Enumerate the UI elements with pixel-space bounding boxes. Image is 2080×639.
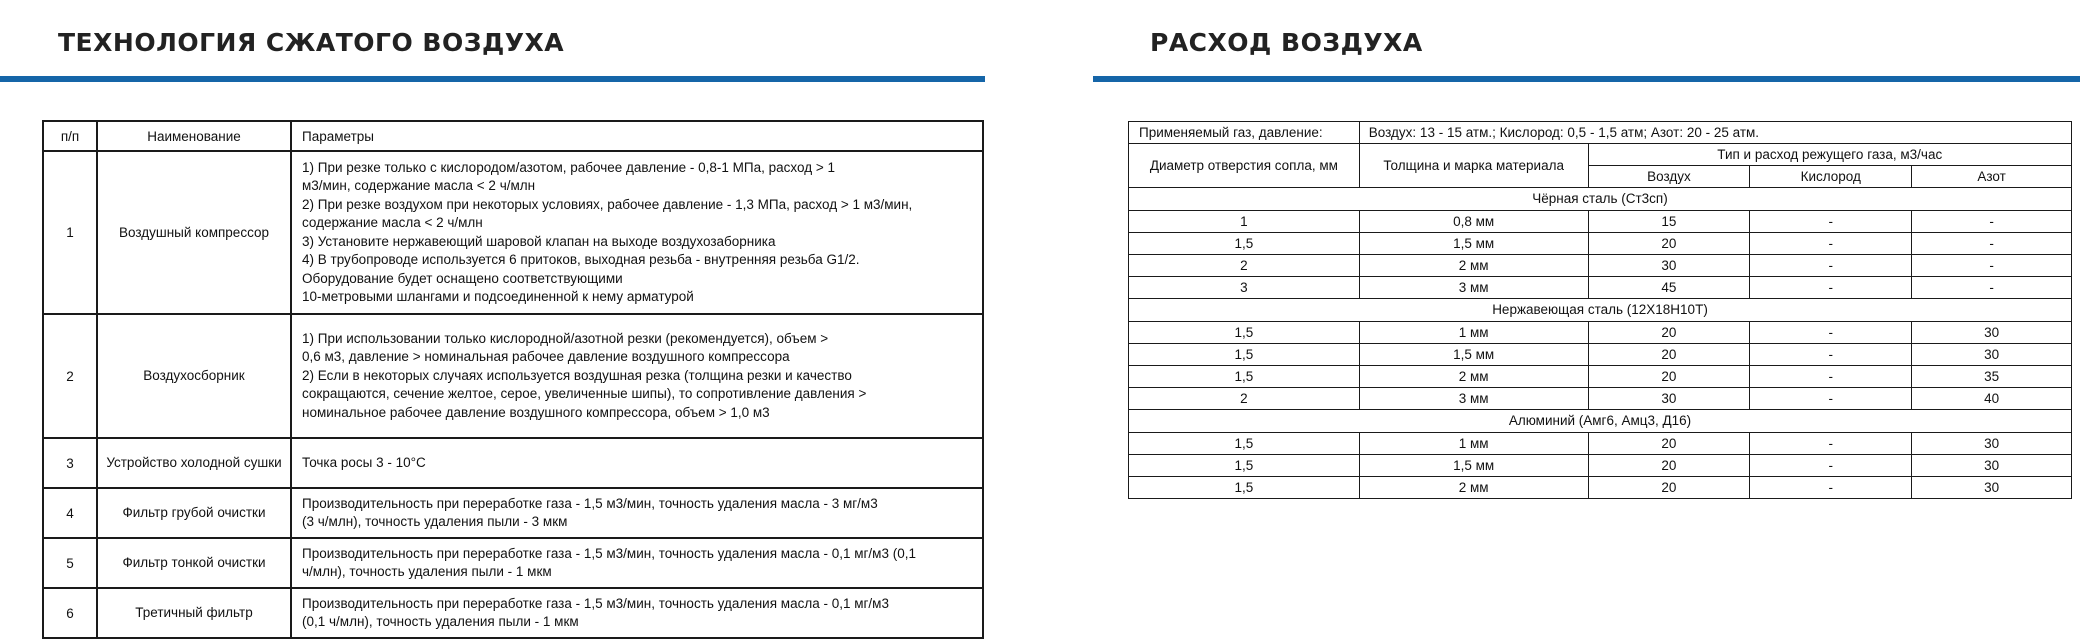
nozzle-diameter-cell: 1,5 [1129,322,1360,344]
table-row [1129,255,2072,277]
material-thickness-cell: 1 мм [1359,322,1588,344]
column-header-air: Воздух [1588,166,1750,188]
equipment-parameters [291,588,983,638]
parameter-line: сокращаются, сечение желтое, серое, увеличенные шипы), то сопротивление давления > [302,386,867,402]
compressed-air-equipment-table [42,120,984,639]
page-title-compressed-air: ТЕХНОЛОГИЯ СЖАТОГО ВОЗДУХА [58,28,565,57]
equipment-parameters [291,151,983,314]
material-section-row [1129,299,2072,322]
table-row [43,488,983,538]
nitrogen-consumption-cell: - [1912,233,2072,255]
table-row [43,588,983,638]
column-header-material-thickness: Толщина и марка материала [1359,144,1588,188]
nozzle-diameter-cell: 1,5 [1129,344,1360,366]
air-consumption-cell: 20 [1588,366,1750,388]
parameter-line: 10-метровыми шлангами и подсоединенной к нему арматурой [302,289,694,304]
equipment-name: Фильтр тонкой очистки [97,538,291,588]
equipment-name: Воздухосборник [97,314,291,438]
parameter-line: Производительность при переработке газа - 1,5 м3/мин, точность удаления масла - 0,1 мг/м3 (0,1 [302,545,916,561]
material-section-title: Алюминий (Амг6, Амц3, Д16) [1129,410,2072,433]
column-header-nitrogen: Азот [1912,166,2072,188]
nitrogen-consumption-cell: - [1912,255,2072,277]
air-consumption-cell: 20 [1588,344,1750,366]
material-thickness-cell: 1 мм [1359,433,1588,455]
parameter-line: м3/мин, содержание масла < 2 ч/млн [302,178,536,193]
table-row [1129,477,2072,499]
parameter-line: Оборудование будет оснащено соответствующими [302,270,623,286]
row-number: 4 [43,488,97,538]
nozzle-diameter-cell: 1,5 [1129,477,1360,499]
row-number: 5 [43,538,97,588]
table-row [1129,233,2072,255]
table-header-row [43,121,983,151]
table-row [1129,433,2072,455]
material-thickness-cell: 1,5 мм [1359,233,1588,255]
oxygen-consumption-cell: - [1750,211,1912,233]
row-number: 3 [43,438,97,488]
parameter-line: Производительность при переработке газа - 1,5 м3/мин, точность удаления масла - 0,1 мг/м3 [302,595,889,611]
table-row [1129,211,2072,233]
air-consumption-cell: 30 [1588,388,1750,410]
equipment-parameters [291,488,983,538]
material-section-title: Нержавеющая сталь (12Х18Н10Т) [1129,299,2072,322]
oxygen-consumption-cell: - [1750,477,1912,499]
page-title-air-consumption: РАСХОД ВОЗДУХА [1150,28,1423,57]
title-underline-right [1093,76,2080,82]
gas-pressure-value: Воздух: 13 - 15 атм.; Кислород: 0,5 - 1,5 атм; Азот: 20 - 25 атм. [1359,122,2071,144]
oxygen-consumption-cell: - [1750,233,1912,255]
table-row [1129,322,2072,344]
nozzle-diameter-cell: 3 [1129,277,1360,299]
column-header-number: п/п [43,121,97,151]
material-thickness-cell: 1,5 мм [1359,344,1588,366]
parameter-line: номинальное рабочее давление воздушного компрессора, объем > 1,0 м3 [302,404,770,420]
nozzle-diameter-cell: 1,5 [1129,433,1360,455]
row-number: 2 [43,314,97,438]
parameter-line: Производительность при переработке газа - 1,5 м3/мин, точность удаления масла - 3 мг/м3 [302,495,878,511]
parameter-line: 2) При резке воздухом при некоторых условиях, рабочее давление - 1,3 МПа, расход > 1 м3/мин, [302,196,913,212]
nitrogen-consumption-cell: 30 [1912,455,2072,477]
oxygen-consumption-cell: - [1750,344,1912,366]
nitrogen-consumption-cell: 30 [1912,322,2072,344]
gas-pressure-label: Применяемый газ, давление: [1129,122,1360,144]
material-thickness-cell: 2 мм [1359,477,1588,499]
parameter-line: содержание масла < 2 ч/млн [302,215,483,230]
nitrogen-consumption-cell: - [1912,277,2072,299]
parameter-line: 1) При использовании только кислородной/азотной резки (рекомендуется), объем > [302,330,829,346]
oxygen-consumption-cell: - [1750,366,1912,388]
equipment-name: Воздушный компрессор [97,151,291,314]
air-consumption-cell: 45 [1588,277,1750,299]
air-consumption-table [1128,121,2072,499]
parameter-line: (0,1 ч/млн), точность удаления пыли - 1 мкм [302,614,579,629]
row-number: 1 [43,151,97,314]
table-row [1129,277,2072,299]
row-number: 6 [43,588,97,638]
material-section-title: Чёрная сталь (Ст3сп) [1129,188,2072,211]
oxygen-consumption-cell: - [1750,388,1912,410]
parameter-line: 1) При резке только с кислородом/азотом, рабочее давление - 0,8-1 МПа, расход > 1 [302,159,835,175]
nitrogen-consumption-cell: - [1912,211,2072,233]
oxygen-consumption-cell: - [1750,433,1912,455]
column-header-name: Наименование [97,121,291,151]
parameter-line: ч/млн), точность удаления пыли - 1 мкм [302,564,552,579]
parameter-line: 2) Если в некоторых случаях используется воздушная резка (толщина резки и качество [302,367,852,383]
air-consumption-cell: 15 [1588,211,1750,233]
equipment-parameters [291,538,983,588]
parameter-line: 4) В трубопроводе используется 6 притоков, выходная резьба - внутренняя резьба G1/2. [302,252,860,267]
nitrogen-consumption-cell: 35 [1912,366,2072,388]
material-thickness-cell: 1,5 мм [1359,455,1588,477]
material-thickness-cell: 0,8 мм [1359,211,1588,233]
parameter-line: 3) Установите нержавеющий шаровой клапан на выходе воздухозаборника [302,233,776,249]
table-row [43,538,983,588]
air-consumption-cell: 20 [1588,322,1750,344]
nozzle-diameter-cell: 2 [1129,388,1360,410]
air-consumption-cell: 20 [1588,477,1750,499]
nozzle-diameter-cell: 1,5 [1129,233,1360,255]
nitrogen-consumption-cell: 30 [1912,344,2072,366]
parameter-line: 0,6 м3, давление > номинальная рабочее давление воздушного компрессора [302,349,790,365]
table-header-row [1129,144,2072,166]
table-row [1129,388,2072,410]
column-header-gas-consumption: Тип и расход режущего газа, м3/час [1588,144,2071,166]
nitrogen-consumption-cell: 40 [1912,388,2072,410]
material-thickness-cell: 3 мм [1359,388,1588,410]
oxygen-consumption-cell: - [1750,277,1912,299]
material-section-row [1129,188,2072,211]
material-thickness-cell: 2 мм [1359,255,1588,277]
column-header-parameters: Параметры [291,121,983,151]
table-row [1129,455,2072,477]
gas-pressure-row [1129,122,2072,144]
oxygen-consumption-cell: - [1750,455,1912,477]
nitrogen-consumption-cell: 30 [1912,477,2072,499]
air-consumption-cell: 20 [1588,455,1750,477]
table-row [43,314,983,438]
parameter-line: (3 ч/млн), точность удаления пыли - 3 мкм [302,514,568,529]
column-header-nozzle-diameter: Диаметр отверстия сопла, мм [1129,144,1360,188]
equipment-name: Устройство холодной сушки [97,438,291,488]
air-consumption-cell: 20 [1588,433,1750,455]
nozzle-diameter-cell: 2 [1129,255,1360,277]
material-thickness-cell: 3 мм [1359,277,1588,299]
material-section-row [1129,410,2072,433]
equipment-parameters [291,314,983,438]
oxygen-consumption-cell: - [1750,322,1912,344]
table-row [1129,344,2072,366]
nozzle-diameter-cell: 1,5 [1129,455,1360,477]
nozzle-diameter-cell: 1,5 [1129,366,1360,388]
oxygen-consumption-cell: - [1750,255,1912,277]
nitrogen-consumption-cell: 30 [1912,433,2072,455]
table-row [43,151,983,314]
equipment-name: Фильтр грубой очистки [97,488,291,538]
nozzle-diameter-cell: 1 [1129,211,1360,233]
material-thickness-cell: 2 мм [1359,366,1588,388]
table-row [1129,366,2072,388]
equipment-parameters [291,438,983,488]
column-header-oxygen: Кислород [1750,166,1912,188]
equipment-name: Третичный фильтр [97,588,291,638]
table-row [43,438,983,488]
air-consumption-cell: 20 [1588,233,1750,255]
air-consumption-cell: 30 [1588,255,1750,277]
title-underline-left [0,76,985,82]
parameter-line: Точка росы 3 - 10°С [302,454,426,470]
